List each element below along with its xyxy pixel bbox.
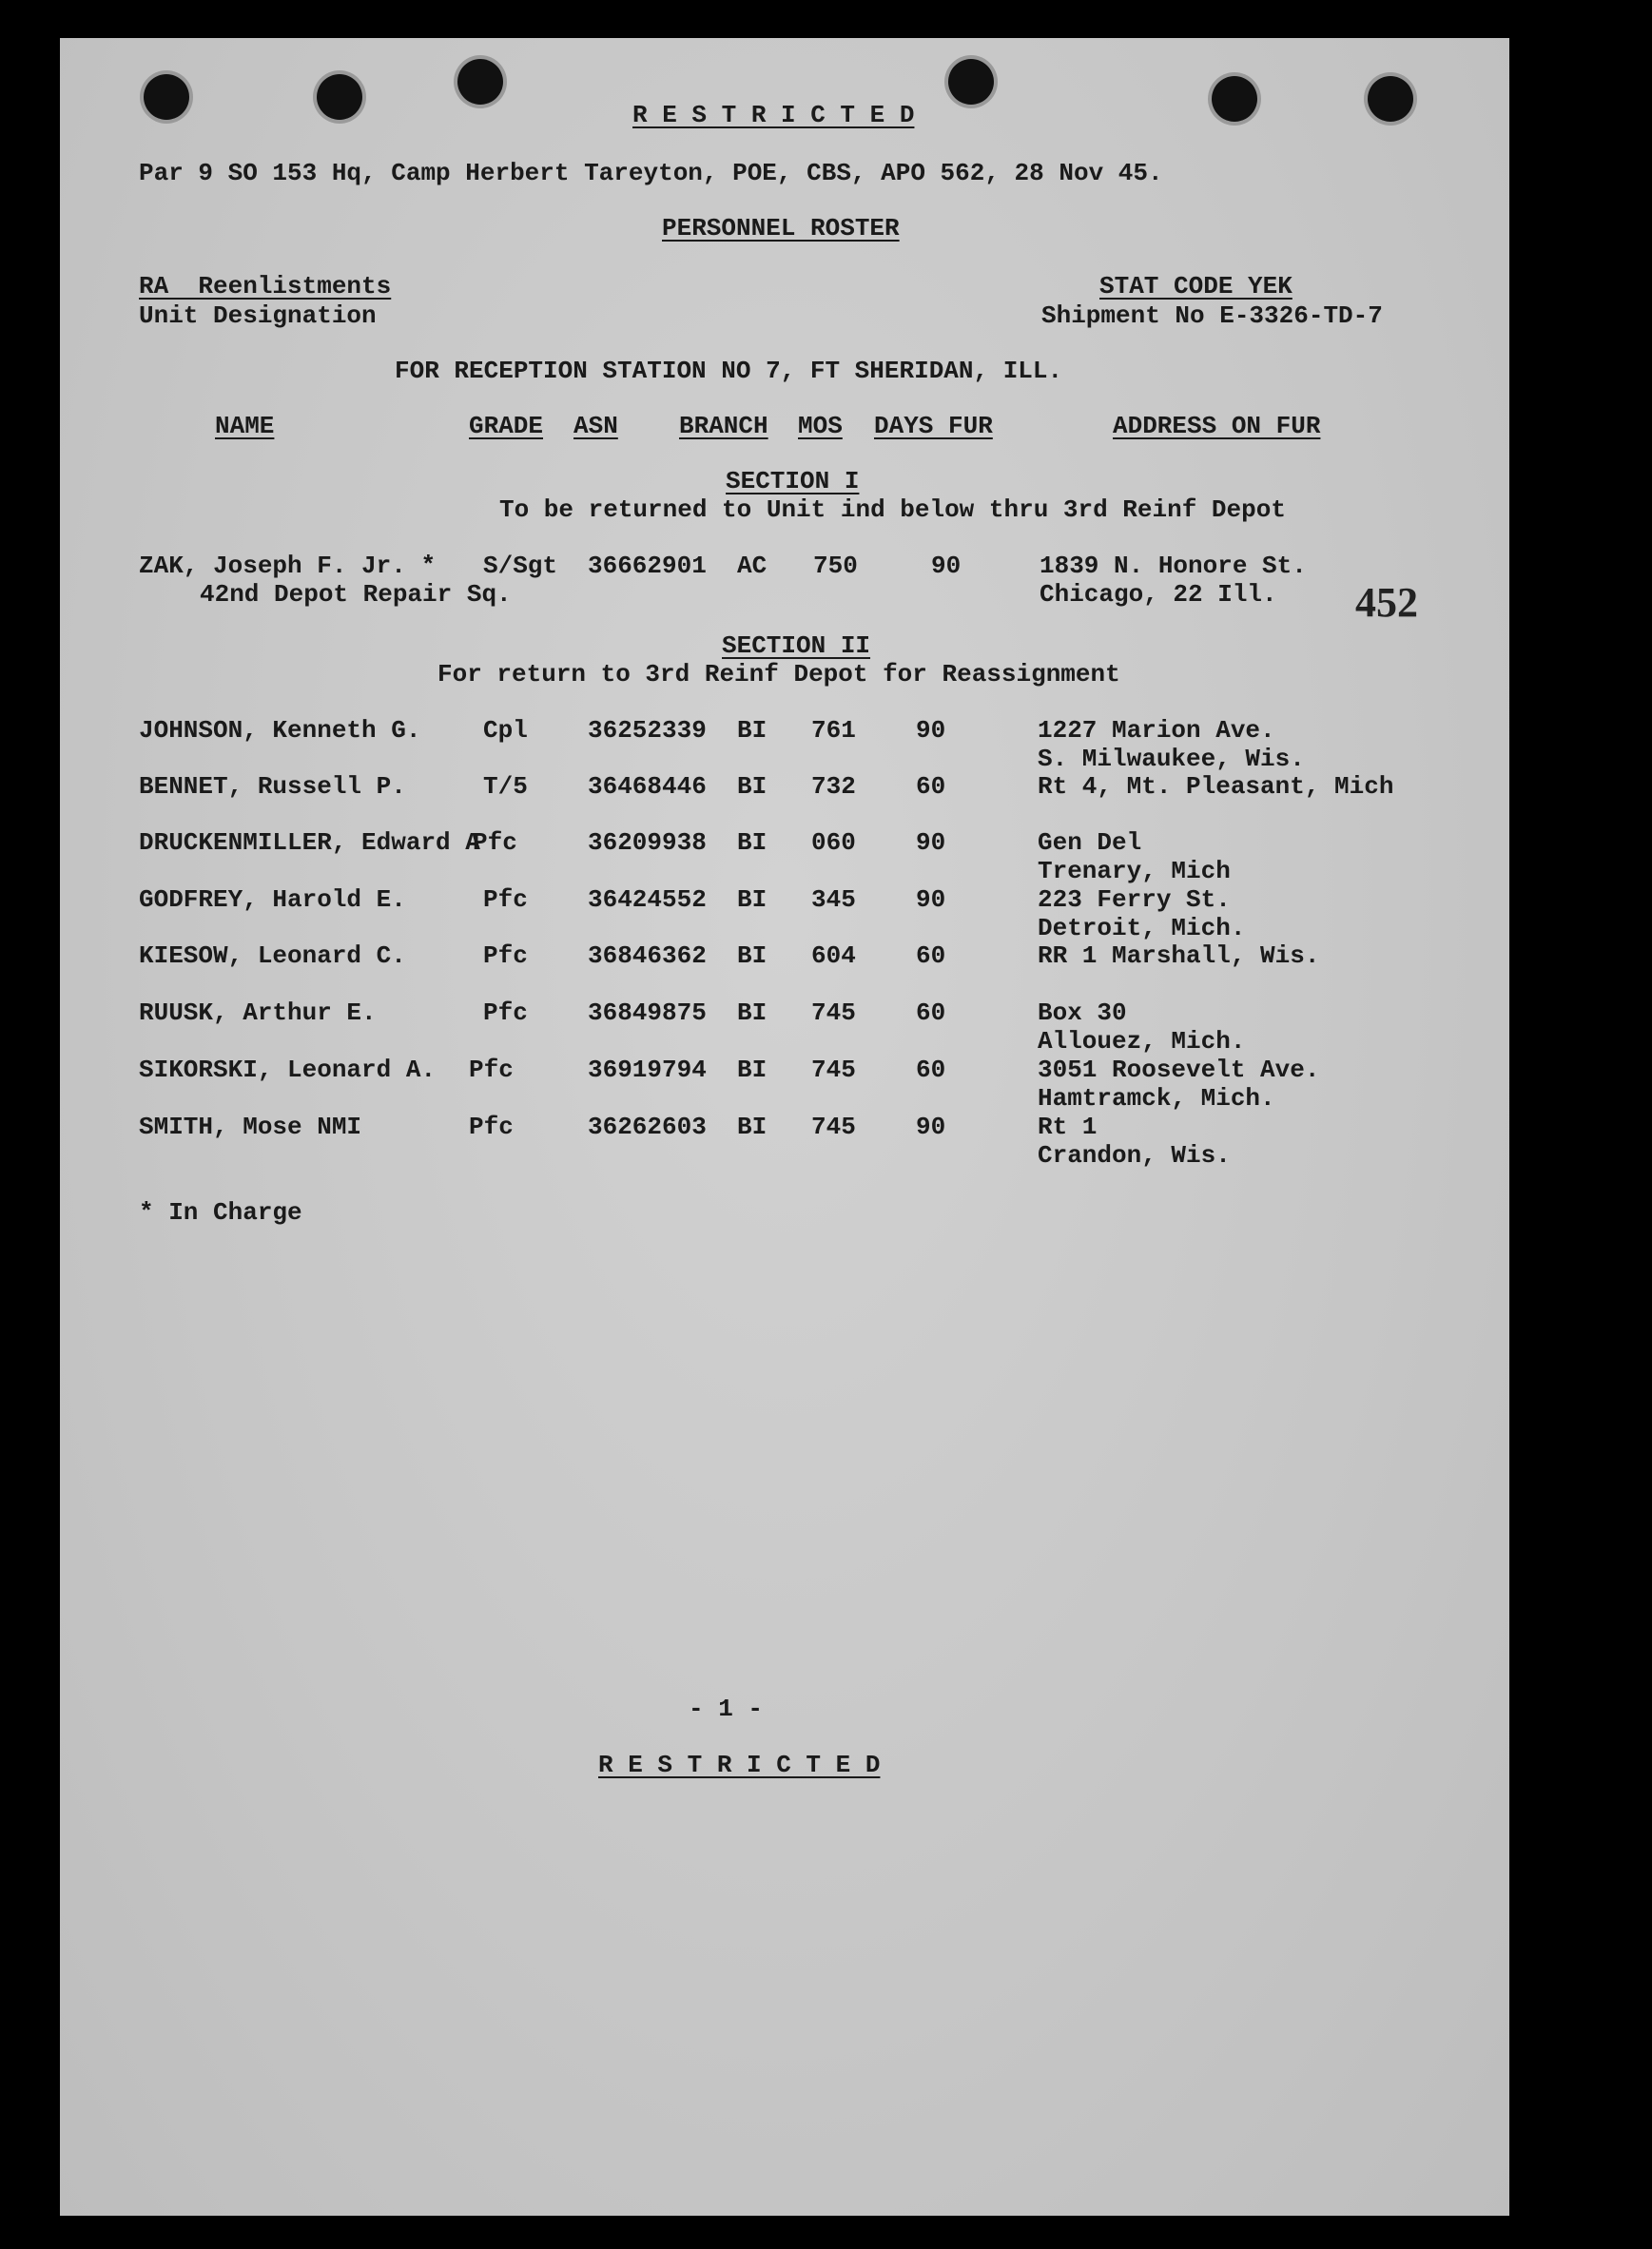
row-address-2: Allouez, Mich.	[1038, 1027, 1246, 1056]
row-name: RUUSK, Arthur E.	[139, 998, 377, 1027]
row-mos: 732	[811, 772, 856, 801]
unit-value: RA Reenlistments	[139, 272, 392, 301]
row-address-1: RR 1 Marshall, Wis.	[1038, 941, 1320, 970]
table-row	[60, 716, 1509, 773]
row-asn: 36468446	[588, 772, 707, 801]
row-branch: BI	[737, 772, 768, 801]
section-2-title: SECTION II	[722, 631, 871, 660]
row-grade: Pfc	[483, 885, 528, 914]
col-name-header: NAME	[215, 412, 275, 440]
row-address-1: 1839 N. Honore St.	[1040, 552, 1307, 580]
row-asn: 36424552	[588, 885, 707, 914]
row-grade: Pfc	[473, 828, 517, 857]
section-1-subtitle: To be returned to Unit ind below thru 3rd Reinf Depot	[499, 495, 1286, 524]
row-asn: 36846362	[588, 941, 707, 970]
row-grade: Pfc	[469, 1056, 514, 1084]
row-name: SIKORSKI, Leonard A.	[139, 1056, 437, 1084]
col-days-header: DAYS FUR	[874, 412, 993, 440]
col-address-header: ADDRESS ON FUR	[1113, 412, 1321, 440]
row-mos: 745	[811, 1113, 856, 1141]
row-address-2: Trenary, Mich	[1038, 857, 1231, 885]
table-row	[60, 885, 1509, 942]
row-asn: 36262603	[588, 1113, 707, 1141]
row-days: 90	[916, 1113, 946, 1141]
row-days: 60	[916, 772, 946, 801]
row-address-1: 223 Ferry St.	[1038, 885, 1231, 914]
row-address-2: Hamtramck, Mich.	[1038, 1084, 1275, 1113]
table-row	[60, 552, 1509, 609]
row-name: ZAK, Joseph F. Jr. *	[139, 552, 437, 580]
row-asn: 36662901	[588, 552, 707, 580]
page-title: PERSONNEL ROSTER	[662, 214, 900, 242]
restricted-bottom: R E S T R I C T E D	[598, 1751, 881, 1779]
row-asn: 36209938	[588, 828, 707, 857]
punch-hole	[457, 59, 503, 105]
punch-hole	[144, 74, 189, 120]
row-branch: BI	[737, 1113, 768, 1141]
row-address-1: Gen Del	[1038, 828, 1142, 857]
row-address-1: Box 30	[1038, 998, 1127, 1027]
row-branch: BI	[737, 941, 768, 970]
row-days: 90	[916, 885, 946, 914]
row-name: KIESOW, Leonard C.	[139, 941, 406, 970]
document-page	[60, 38, 1509, 2216]
row-asn: 36919794	[588, 1056, 707, 1084]
row-branch: BI	[737, 885, 768, 914]
row-days: 60	[916, 1056, 946, 1084]
row-mos: 060	[811, 828, 856, 857]
row-address-2: Chicago, 22 Ill.	[1040, 580, 1277, 609]
col-branch-header: BRANCH	[679, 412, 768, 440]
row-address-1: 3051 Roosevelt Ave.	[1038, 1056, 1320, 1084]
reception-station: FOR RECEPTION STATION NO 7, FT SHERIDAN, ILL.	[395, 357, 1063, 385]
stat-code: STAT CODE YEK	[1099, 272, 1292, 301]
row-grade: Cpl	[483, 716, 528, 745]
orders-line: Par 9 SO 153 Hq, Camp Herbert Tareyton, POE, CBS, APO 562, 28 Nov 45.	[139, 159, 1163, 187]
row-mos: 345	[811, 885, 856, 914]
row-grade: Pfc	[483, 998, 528, 1027]
table-row	[60, 998, 1509, 1056]
restricted-top: R E S T R I C T E D	[632, 101, 915, 129]
row-address-2: S. Milwaukee, Wis.	[1038, 745, 1305, 773]
row-mos: 745	[811, 998, 856, 1027]
row-asn: 36849875	[588, 998, 707, 1027]
row-unit: 42nd Depot Repair Sq.	[200, 580, 512, 609]
table-row	[60, 941, 1509, 998]
row-mos: 750	[813, 552, 858, 580]
row-grade: Pfc	[483, 941, 528, 970]
table-row	[60, 1113, 1509, 1170]
row-days: 60	[916, 998, 946, 1027]
row-branch: BI	[737, 828, 768, 857]
row-grade: Pfc	[469, 1113, 514, 1141]
row-asn: 36252339	[588, 716, 707, 745]
stamp-number: 452	[1355, 579, 1418, 626]
row-days: 90	[931, 552, 962, 580]
row-grade: S/Sgt	[483, 552, 558, 580]
row-name: GODFREY, Harold E.	[139, 885, 406, 914]
row-grade: T/5	[483, 772, 528, 801]
row-mos: 604	[811, 941, 856, 970]
table-row	[60, 828, 1509, 885]
row-address-2: Detroit, Mich.	[1038, 914, 1246, 942]
table-row	[60, 1056, 1509, 1113]
footnote: * In Charge	[139, 1198, 302, 1227]
row-branch: BI	[737, 998, 768, 1027]
row-name: DRUCKENMILLER, Edward A	[139, 828, 480, 857]
page-number: - 1 -	[689, 1695, 764, 1723]
row-name: BENNET, Russell P.	[139, 772, 406, 801]
section-2-subtitle: For return to 3rd Reinf Depot for Reassignment	[437, 660, 1120, 688]
col-grade-header: GRADE	[469, 412, 544, 440]
row-days: 60	[916, 941, 946, 970]
row-branch: BI	[737, 1056, 768, 1084]
row-branch: AC	[737, 552, 768, 580]
row-name: JOHNSON, Kenneth G.	[139, 716, 421, 745]
unit-designation-label: Unit Designation	[139, 301, 377, 330]
row-address-1: 1227 Marion Ave.	[1038, 716, 1275, 745]
row-branch: BI	[737, 716, 768, 745]
col-mos-header: MOS	[798, 412, 843, 440]
shipment-number: Shipment No E-3326-TD-7	[1041, 301, 1383, 330]
row-address-1: Rt 1	[1038, 1113, 1098, 1141]
punch-hole	[1368, 76, 1413, 122]
punch-hole	[948, 59, 994, 105]
row-mos: 745	[811, 1056, 856, 1084]
row-days: 90	[916, 828, 946, 857]
row-address-1: Rt 4, Mt. Pleasant, Mich	[1038, 772, 1394, 801]
table-row	[60, 772, 1509, 829]
col-asn-header: ASN	[573, 412, 618, 440]
punch-hole	[1212, 76, 1257, 122]
row-mos: 761	[811, 716, 856, 745]
row-address-2: Crandon, Wis.	[1038, 1141, 1231, 1170]
row-name: SMITH, Mose NMI	[139, 1113, 362, 1141]
punch-hole	[317, 74, 362, 120]
row-days: 90	[916, 716, 946, 745]
section-1-title: SECTION I	[726, 467, 860, 495]
